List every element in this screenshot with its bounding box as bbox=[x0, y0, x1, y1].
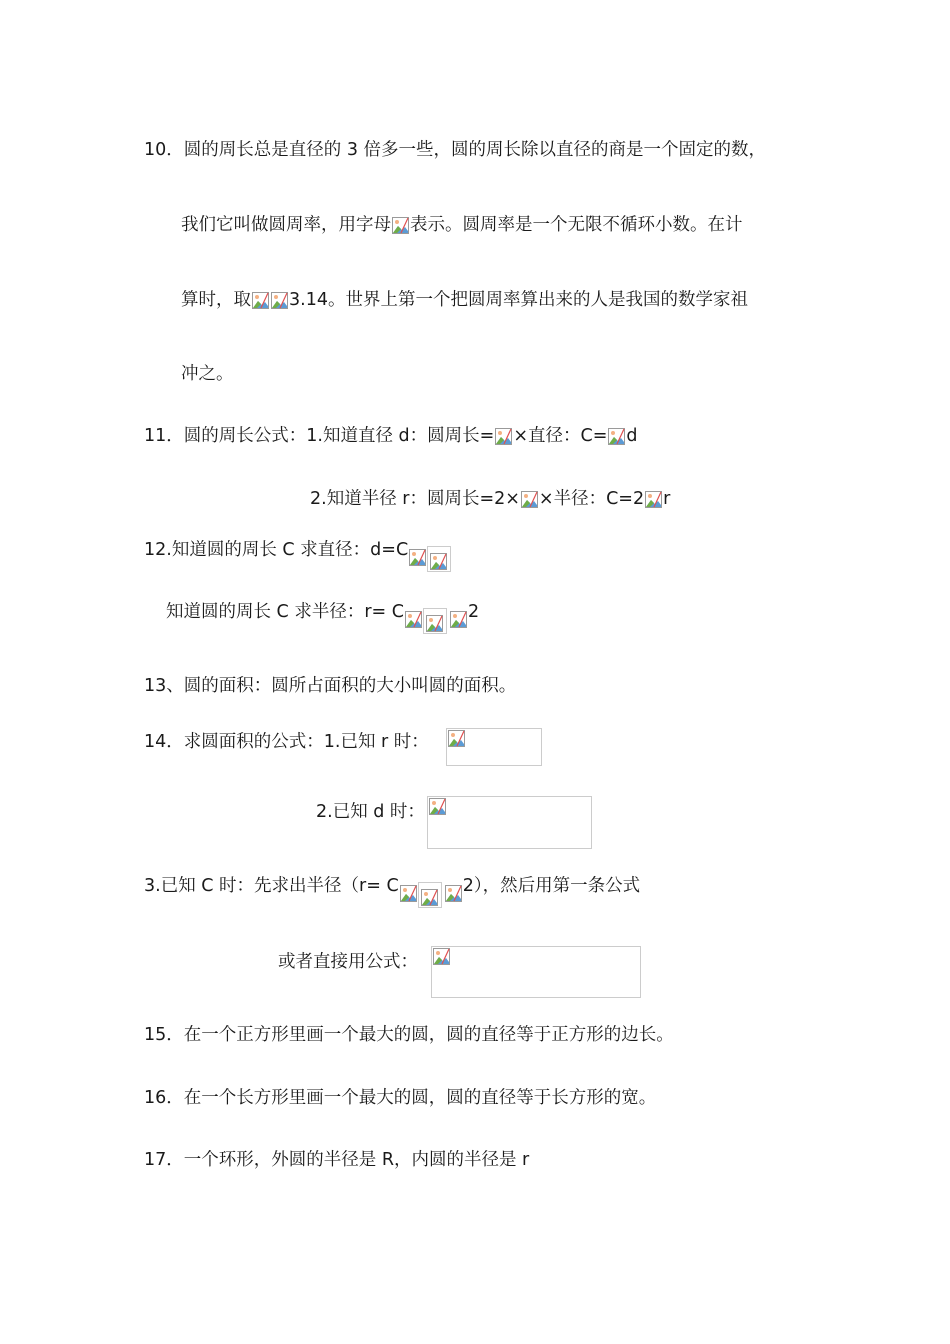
divide-image-icon bbox=[450, 611, 467, 628]
text: 冲之。 bbox=[181, 364, 234, 384]
pi-image-icon bbox=[252, 292, 269, 309]
pi-image-icon bbox=[421, 889, 438, 906]
text: 12.知道圆的周长 C 求直径：d=C bbox=[144, 540, 409, 560]
formula-image-icon bbox=[433, 948, 450, 965]
pi-image-icon bbox=[608, 428, 625, 445]
item-13 bbox=[144, 674, 516, 698]
text: ×直径：C= bbox=[513, 426, 608, 446]
text: 或者直接用公式： bbox=[278, 952, 418, 972]
text: 14．求圆面积的公式：1.已知 r 时： bbox=[144, 732, 429, 752]
divide-image-icon bbox=[405, 611, 422, 628]
text: 13、圆的面积：圆所占面积的大小叫圆的面积。 bbox=[144, 676, 517, 696]
pi-image-icon bbox=[521, 491, 538, 508]
item-10-line-2 bbox=[181, 213, 743, 237]
formula-image-box bbox=[446, 728, 542, 766]
text: 10．圆的周长总是直径的 3 倍多一些，圆的周长除以直径的商是一个固定的数， bbox=[144, 140, 767, 160]
divide-image-icon bbox=[409, 549, 426, 566]
text: 算时，取 bbox=[181, 290, 251, 310]
formula-image-box bbox=[427, 796, 592, 849]
text: 3.已知 C 时：先求出半径（r= C bbox=[144, 876, 399, 896]
item-11-line-2 bbox=[310, 487, 670, 511]
pi-image-icon bbox=[426, 615, 443, 632]
formula-image-icon bbox=[429, 798, 446, 815]
item-10-line-3 bbox=[181, 288, 748, 312]
text: 表示。圆周率是一个无限不循环小数。在计 bbox=[410, 215, 743, 235]
text: 2.知道半径 r：圆周长=2× bbox=[310, 489, 520, 509]
text: 17．一个环形，外圆的半径是 R，内圆的半径是 r bbox=[144, 1150, 530, 1170]
item-12-line-1 bbox=[144, 538, 451, 564]
text: 3.14。世界上第一个把圆周率算出来的人是我国的数学家祖 bbox=[289, 290, 748, 310]
pi-image-icon bbox=[392, 217, 409, 234]
text: 16．在一个长方形里画一个最大的圆，圆的直径等于长方形的宽。 bbox=[144, 1088, 657, 1108]
text: 2 bbox=[467, 602, 480, 622]
item-16 bbox=[144, 1086, 656, 1110]
divide-image-icon bbox=[445, 885, 462, 902]
item-14-line-1 bbox=[144, 730, 429, 754]
pi-image-box bbox=[418, 882, 442, 908]
formula-image-box bbox=[431, 946, 641, 998]
pi-image-icon bbox=[495, 428, 512, 445]
item-14-line-3 bbox=[144, 874, 640, 900]
item-14-line-2 bbox=[316, 800, 425, 824]
text: ×半径：C=2 bbox=[538, 489, 645, 509]
text: 知道圆的周长 C 求半径：r= C bbox=[166, 602, 404, 622]
item-10-line-4 bbox=[181, 362, 234, 386]
pi-image-icon bbox=[645, 491, 662, 508]
formula-image-icon bbox=[448, 730, 465, 747]
approx-image-icon bbox=[271, 292, 288, 309]
text: 2.已知 d 时： bbox=[316, 802, 425, 822]
item-10-line-1 bbox=[144, 138, 766, 162]
pi-image-icon bbox=[430, 553, 447, 570]
text: d bbox=[626, 426, 638, 446]
item-17 bbox=[144, 1148, 529, 1172]
text: r bbox=[663, 489, 671, 509]
item-14-line-4 bbox=[278, 950, 418, 974]
item-11-line-1 bbox=[144, 424, 637, 448]
divide-image-icon bbox=[400, 885, 417, 902]
text: 11．圆的周长公式：1.知道直径 d：圆周长= bbox=[144, 426, 495, 446]
pi-image-box bbox=[427, 546, 451, 572]
text: 我们它叫做圆周率，用字母 bbox=[181, 215, 391, 235]
item-15 bbox=[144, 1023, 674, 1047]
text: 15．在一个正方形里画一个最大的圆，圆的直径等于正方形的边长。 bbox=[144, 1025, 674, 1045]
pi-image-box bbox=[423, 608, 447, 634]
text: 2），然后用第一条公式 bbox=[462, 876, 641, 896]
item-12-line-2 bbox=[166, 600, 479, 626]
